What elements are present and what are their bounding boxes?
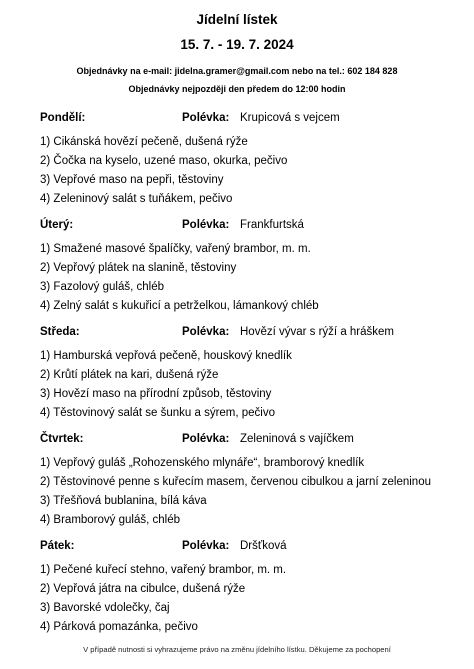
order-deadline: Objednávky nejpozději den předem do 12:00 hodin xyxy=(128,84,346,94)
soup-label: Polévka: xyxy=(182,540,230,552)
menu-item: 3) Třešňová bublanina, bílá káva xyxy=(40,495,207,507)
day-name: Čtvrtek: xyxy=(40,433,84,445)
page-title: Jídelní lístek xyxy=(196,12,278,27)
soup-name: Krupicová s vejcem xyxy=(240,112,340,124)
order-contact: Objednávky na e-mail: jidelna.gramer@gmail.com nebo na tel.: 602 184 828 xyxy=(76,66,398,76)
soup-label: Polévka: xyxy=(182,219,230,231)
menu-item: 4) Párková pomazánka, pečivo xyxy=(40,621,198,633)
menu-item: 3) Fazolový guláš, chléb xyxy=(40,281,165,293)
day-section-friday xyxy=(40,540,460,637)
soup-name: Hovězí vývar s rýží a hráškem xyxy=(240,326,395,338)
menu-item: 3) Hovězí maso na přírodní způsob, těstoviny xyxy=(40,388,272,400)
menu-item: 2) Vepřový plátek na slanině, těstoviny xyxy=(40,262,237,274)
menu-item: 1) Cikánská hovězí pečeně, dušená rýže xyxy=(40,136,248,148)
soup-name: Zeleninová s vajíčkem xyxy=(240,433,354,445)
soup-label: Polévka: xyxy=(182,112,230,124)
menu-item: 3) Vepřové maso na pepři, těstoviny xyxy=(40,174,224,186)
day-name: Pátek: xyxy=(40,540,75,552)
menu-item: 2) Čočka na kyselo, uzené maso, okurka, pečivo xyxy=(40,155,288,167)
menu-item: 2) Krůtí plátek na kari, dušená rýže xyxy=(40,369,219,381)
day-section-monday xyxy=(40,112,460,209)
menu-item: 4) Bramborový guláš, chléb xyxy=(40,514,180,526)
menu-item: 3) Bavorské vdolečky, čaj xyxy=(40,602,170,614)
day-name: Pondělí: xyxy=(40,112,86,124)
menu-item: 2) Vepřová játra na cibulce, dušená rýže xyxy=(40,583,246,595)
day-section-thursday xyxy=(40,433,460,530)
menu-item: 4) Zeleninový salát s tuňákem, pečivo xyxy=(40,193,233,205)
menu-item: 2) Těstovinové penne s kuřecím masem, červenou cibulkou a jarní zeleninou xyxy=(40,476,431,488)
date-range: 15. 7. - 19. 7. 2024 xyxy=(180,37,294,52)
menu-item: 1) Pečené kuřecí stehno, vařený brambor, m. m. xyxy=(40,564,287,576)
day-name: Středa: xyxy=(40,326,80,338)
menu-item: 1) Hamburská vepřová pečeně, houskový knedlík xyxy=(40,350,292,362)
menu-item: 4) Zelný salát s kukuřicí a petrželkou, lámankový chléb xyxy=(40,300,319,312)
day-section-tuesday xyxy=(40,219,460,316)
soup-label: Polévka: xyxy=(182,433,230,445)
menu-item: 4) Těstovinový salát se šunku a sýrem, pečivo xyxy=(40,407,276,419)
disclaimer-footer: V případě nutnosti si vyhrazujeme právo na změnu jídelního lístku. Děkujeme za pochopení xyxy=(83,645,391,654)
soup-name: Dršťková xyxy=(240,540,287,552)
menu-item: 1) Smažené masové špalíčky, vařený brambor, m. m. xyxy=(40,243,311,255)
day-section-wednesday xyxy=(40,326,460,423)
soup-name: Frankfurtská xyxy=(240,219,304,231)
day-name: Úterý: xyxy=(40,219,74,231)
soup-label: Polévka: xyxy=(182,326,230,338)
menu-item: 1) Vepřový guláš „Rohozenského mlynáře“, bramborový knedlík xyxy=(40,457,365,469)
